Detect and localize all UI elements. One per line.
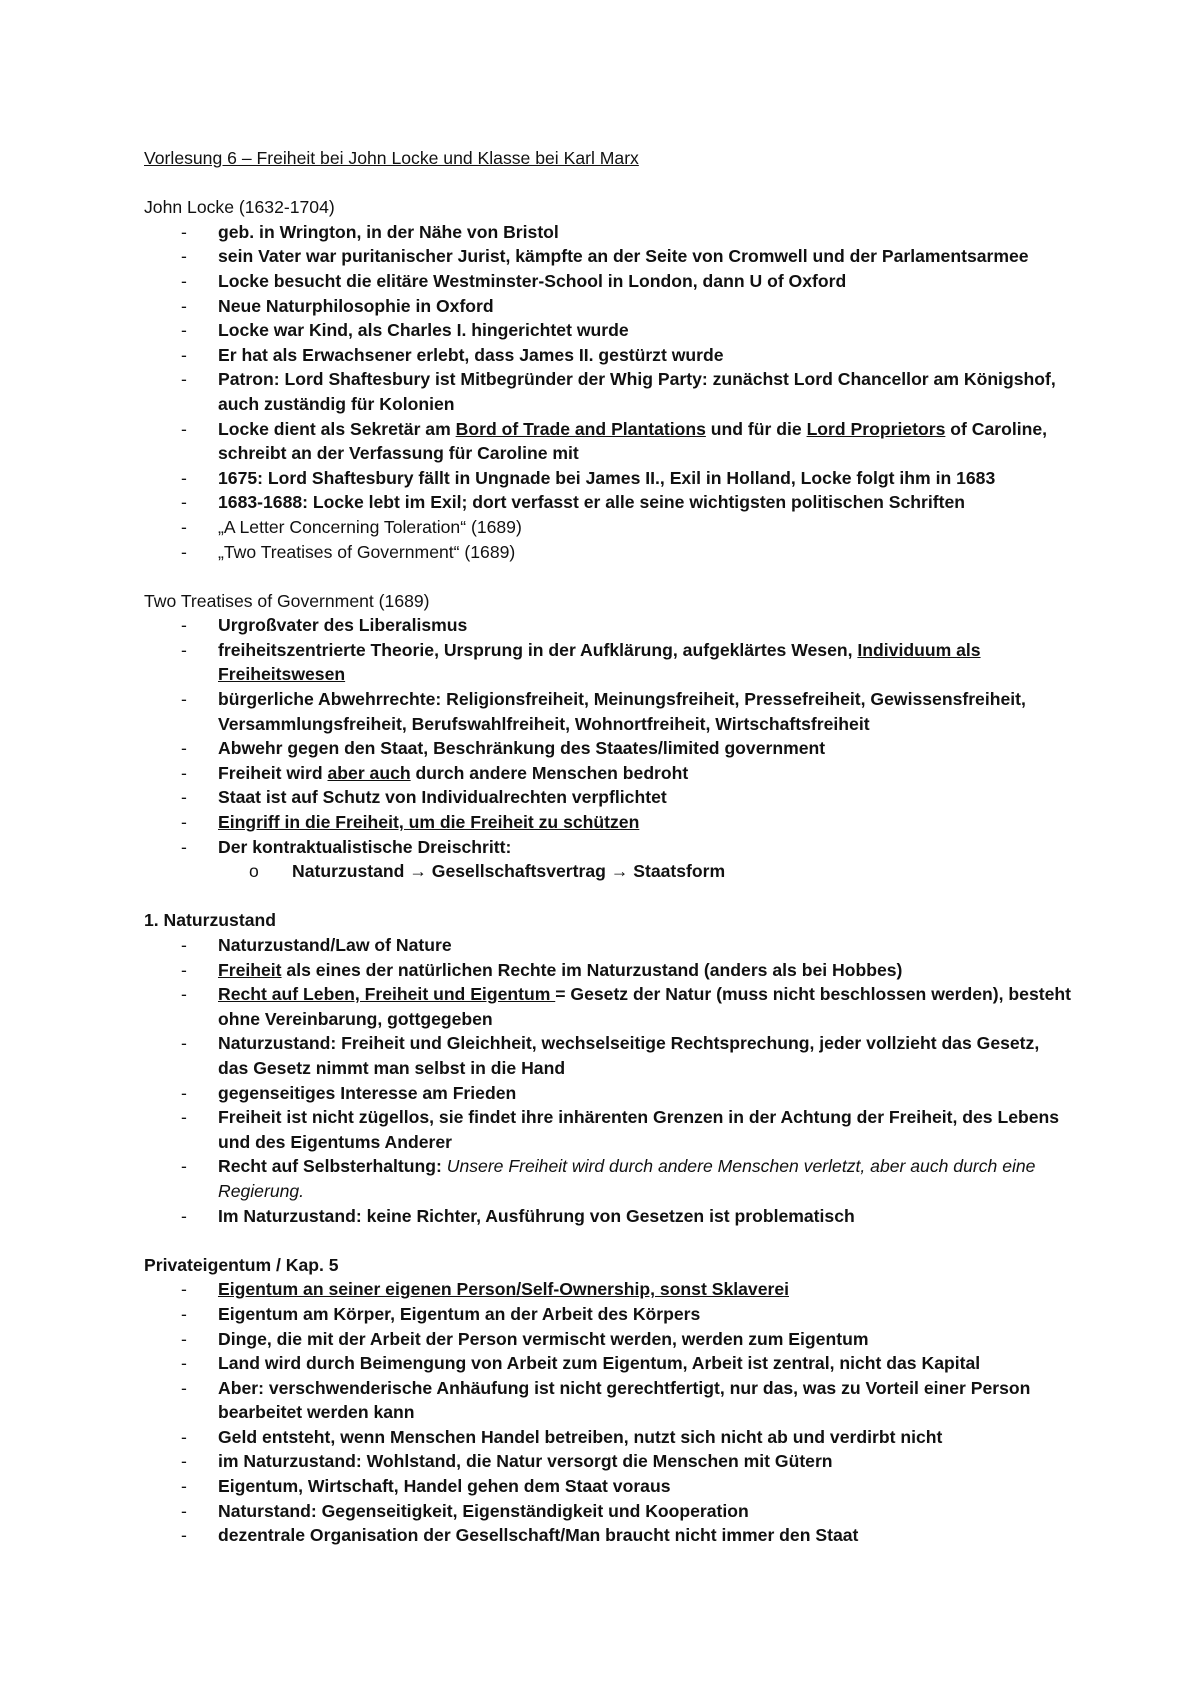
underlined-text: Freiheit [218,959,282,980]
dash-bullet: - [181,1451,187,1472]
list-item: - Geld entsteht, wenn Menschen Handel betreiben, nutzt sich nicht ab und verdirbt nicht [144,1425,1074,1450]
dash-bullet: - [181,1328,187,1349]
list-item: - Eigentum, Wirtschaft, Handel gehen dem Staat voraus [144,1474,1074,1499]
italic-text: Unsere Freiheit wird durch andere Menschen verletzt, aber auch durch eine Regierung. [218,1156,1036,1201]
list-item: - freiheitszentrierte Theorie, Ursprung in der Aufklärung, aufgeklärtes Wesen, Individuum als Freiheitswesen [181,639,981,685]
list-item: - Naturzustand: Freiheit und Gleichheit, wechselseitige Rechtsprechung, jeder vollzieht das Gesetz, das Gesetz nimmt man selbst in die Hand [181,1033,1040,1078]
dash-bullet: - [181,1353,187,1374]
list-item: - Naturzustand/Law of Nature [144,933,1074,958]
list-item: - Abwehr gegen den Staat, Beschränkung des Staates/limited government [144,736,1074,761]
list-item: - geb. in Wrington, in der Nähe von Bristol [144,220,1074,245]
list-item: - Land wird durch Beimengung von Arbeit zum Eigentum, Arbeit ist zentral, nicht das Kapital [144,1351,1074,1376]
bullet-list [144,220,1074,564]
dash-bullet: - [181,295,187,316]
list-item: - Neue Naturphilosophie in Oxford [144,294,1074,319]
section-heading: Two Treatises of Government (1689) [144,590,430,611]
list-item: - Der kontraktualistische Dreischritt: [144,835,1074,860]
dash-bullet: - [181,516,187,537]
bullet-list [144,1277,1074,1548]
list-item: - Im Naturzustand: keine Richter, Ausführung von Gesetzen ist problematisch [144,1204,1074,1229]
section-heading: John Locke (1632-1704) [144,197,335,218]
dash-bullet: - [181,1426,187,1447]
underlined-text: Individuum als Freiheitswesen [218,639,981,685]
list-item: - Locke besucht die elitäre Westminster-School in London, dann U of Oxford [144,269,1074,294]
dash-bullet: - [181,984,187,1005]
dash-bullet: - [181,320,187,341]
list-item: - Er hat als Erwachsener erlebt, dass James II. gestürzt wurde [144,343,1074,368]
dash-bullet: - [181,1303,187,1324]
section-heading: Privateigentum / Kap. 5 [144,1254,339,1275]
dash-bullet: - [181,738,187,759]
dash-bullet: - [181,418,187,439]
list-item: - 1675: Lord Shaftesbury fällt in Ungnade bei James II., Exil in Holland, Locke folgt ihm in 1683 [144,466,1074,491]
dash-bullet: - [181,1476,187,1497]
circle-bullet: o [249,861,259,882]
sub-list [144,859,1074,884]
dash-bullet: - [181,1525,187,1546]
dash-bullet: - [181,1500,187,1521]
dash-bullet: - [181,836,187,857]
dash-bullet: - [181,935,187,955]
section-john-locke [144,195,1074,564]
list-item: - „A Letter Concerning Toleration“ (1689) [144,515,1074,540]
dash-bullet: - [181,221,187,242]
underlined-text: Bord of Trade and Plantations [455,418,706,439]
list-item: - „Two Treatises of Government“ (1689) [144,540,1074,565]
dash-bullet: - [181,959,187,980]
list-item: - Dinge, die mit der Arbeit der Person vermischt werden, werden zum Eigentum [144,1327,1074,1352]
dash-bullet: - [181,787,187,808]
list-item: - dezentrale Organisation der Gesellschaft/Man braucht nicht immer den Staat [144,1523,1074,1548]
dash-bullet: - [181,1033,187,1054]
list-item: - Naturstand: Gegenseitigkeit, Eigenständigkeit und Kooperation [144,1499,1074,1524]
document-body [144,146,1074,1548]
list-item: - Locke dient als Sekretär am Bord of Trade and Plantations und für die Lord Proprietors of Caroline, schreibt an der Verfassung für Caroline mit [181,418,1048,464]
list-item: - Freiheit als eines der natürlichen Rechte im Naturzustand (anders als bei Hobbes) [144,958,1074,983]
dash-bullet: - [181,689,187,710]
dash-bullet: - [181,541,187,562]
list-item [144,1277,1074,1302]
dash-bullet: - [181,762,187,783]
dash-bullet: - [181,246,187,267]
dash-bullet: - [181,1205,187,1226]
dash-bullet: - [181,639,187,660]
list-item: - Freiheit ist nicht zügellos, sie findet ihre inhärenten Grenzen in der Achtung der Freiheit, des Lebens und des Eigentums Anderer [181,1107,1060,1152]
bullet-list [144,613,1074,859]
list-item: - Freiheit wird aber auch durch andere Menschen bedroht [144,761,1074,786]
list-item: - sein Vater war puritanischer Jurist, kämpfte an der Seite von Cromwell und der Parlamentsarmee [144,244,1074,269]
list-item: - Recht auf Selbsterhaltung: Unsere Freiheit wird durch andere Menschen verletzt, aber auch durch eine Regierung. [181,1156,1036,1201]
list-item: - Recht auf Leben, Freiheit und Eigentum = Gesetz der Natur (muss nicht beschlossen werden), besteht ohne Vereinbarung, gottgegeben [181,984,1071,1029]
dash-bullet: - [181,615,187,636]
list-item: - Staat ist auf Schutz von Individualrechten verpflichtet [144,785,1074,810]
list-item: - Patron: Lord Shaftesbury ist Mitbegründer der Whig Party: zunächst Lord Chancellor am Königshof, auch zuständig für Kolonien [181,369,1056,414]
underlined-text: Eigentum an seiner eigenen Person/Self-Ownership, sonst Sklaverei [218,1279,789,1300]
bullet-list [144,933,1074,1228]
list-item: - 1683-1688: Locke lebt im Exil; dort verfasst er alle seine wichtigsten politischen Schriften [144,490,1074,515]
dash-bullet: - [181,270,187,291]
list-item: - Aber: verschwenderische Anhäufung ist nicht gerechtfertigt, nur das, was zu Vorteil einer Person bearbeitet werden kann [181,1377,1031,1423]
dash-bullet: - [181,467,187,488]
dash-bullet: - [181,369,187,390]
underlined-text: Lord Proprietors [806,418,946,439]
dash-bullet: - [181,1377,187,1398]
dash-bullet: - [181,1082,187,1103]
list-item: - gegenseitiges Interesse am Frieden [144,1081,1074,1106]
section-two-treatises [144,589,1074,884]
list-item: - bürgerliche Abwehrrechte: Religionsfreiheit, Meinungsfreiheit, Pressefreiheit, Gewissensfreiheit, Versammlungsfreiheit, Berufswahlfreiheit, Wohnortfreiheit, Wirtschaftsfreiheit [181,689,1026,734]
dash-bullet: - [181,812,187,833]
section-heading: 1. Naturzustand [144,910,276,931]
dash-bullet: - [181,1107,187,1128]
list-item: - Urgroßvater des Liberalismus [144,613,1074,638]
underlined-text: Recht auf Leben, Freiheit und Eigentum [218,984,556,1005]
dash-bullet: - [181,1279,187,1300]
dash-bullet: - [181,492,187,513]
underlined-text: Eingriff in die Freiheit, um die Freiheit zu schützen [218,812,640,833]
underlined-text: aber auch [327,762,411,783]
dash-bullet: - [181,1156,187,1177]
section-naturzustand [144,908,1074,1228]
sub-list-item: o Naturzustand → Gesellschaftsvertrag → Staatsform [144,859,1074,884]
list-item [144,810,1074,835]
list-item: - Eigentum am Körper, Eigentum an der Arbeit des Körpers [144,1302,1074,1327]
section-privateigentum [144,1253,1074,1548]
document-title: Vorlesung 6 – Freiheit bei John Locke und Klasse bei Karl Marx [144,148,639,168]
dash-bullet: - [181,344,187,365]
list-item: - im Naturzustand: Wohlstand, die Natur versorgt die Menschen mit Gütern [144,1449,1074,1474]
list-item: - Locke war Kind, als Charles I. hingerichtet wurde [144,318,1074,343]
